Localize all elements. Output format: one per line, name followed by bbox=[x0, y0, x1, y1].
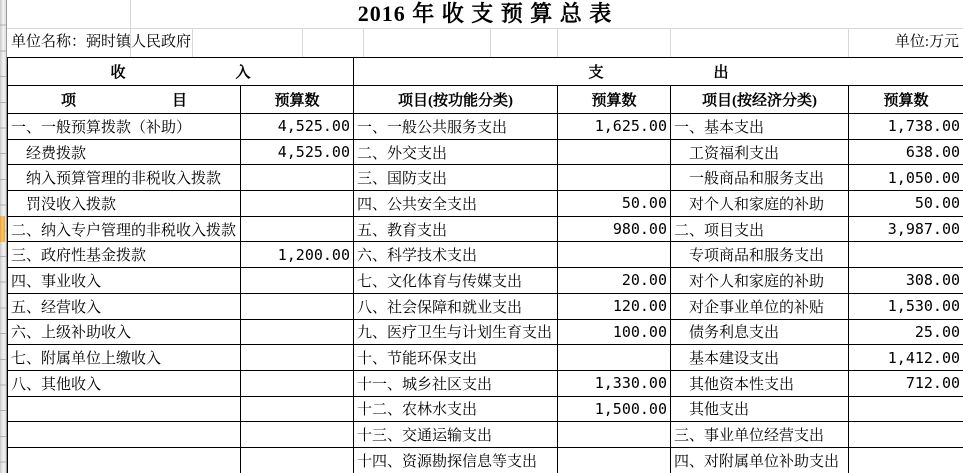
cell-income-budget[interactable] bbox=[241, 345, 354, 371]
cell-func-item[interactable]: 五、教育支出 bbox=[354, 216, 558, 242]
cell-econ-budget[interactable]: 1,738.00 bbox=[849, 114, 963, 140]
table-row bbox=[8, 242, 963, 268]
cell-econ-item[interactable]: 三、事业单位经营支出 bbox=[671, 422, 849, 448]
cell-econ-budget[interactable]: 1,530.00 bbox=[849, 293, 963, 319]
cell-func-item[interactable]: 十、节能环保支出 bbox=[354, 345, 558, 371]
cell-econ-item[interactable]: 一般商品和服务支出 bbox=[671, 165, 849, 191]
cell-income-item[interactable]: 二、纳入专户管理的非税收入拨款 bbox=[8, 216, 241, 242]
cell-income-budget[interactable]: 4,525.00 bbox=[241, 114, 354, 140]
table-row bbox=[8, 370, 963, 396]
cell-econ-budget[interactable] bbox=[849, 396, 963, 422]
table-row bbox=[8, 293, 963, 319]
cell-income-budget[interactable] bbox=[241, 319, 354, 345]
cell-econ-item[interactable]: 四、对附属单位补助支出 bbox=[671, 447, 849, 473]
cell-func-budget[interactable]: 120.00 bbox=[558, 293, 671, 319]
cell-func-item[interactable]: 七、文化体育与传媒支出 bbox=[354, 268, 558, 294]
table-row bbox=[8, 422, 963, 448]
item-header-char: 目 bbox=[172, 93, 188, 109]
col-header-func-item[interactable]: 项目(按功能分类) bbox=[354, 86, 558, 114]
item-header-char: 项 bbox=[60, 93, 76, 109]
cell-func-item[interactable]: 十二、农林水支出 bbox=[354, 396, 558, 422]
cell-econ-budget[interactable] bbox=[849, 447, 963, 473]
cell-income-item[interactable] bbox=[8, 447, 241, 473]
page-title[interactable]: 2016 年 收 支 预 算 总 表 bbox=[357, 1, 613, 26]
table-row bbox=[8, 396, 963, 422]
cell-econ-item[interactable]: 对企事业单位的补贴 bbox=[671, 293, 849, 319]
cell-income-item[interactable]: 一、一般预算拨款（补助） bbox=[8, 114, 241, 140]
col-header-econ-item[interactable]: 项目(按经济分类) bbox=[671, 86, 849, 114]
col-header-func-budget[interactable]: 预算数 bbox=[558, 86, 671, 114]
cell-func-budget[interactable]: 50.00 bbox=[558, 191, 671, 217]
cell-econ-item[interactable]: 一、基本支出 bbox=[671, 114, 849, 140]
cell-econ-item[interactable]: 其他支出 bbox=[671, 396, 849, 422]
cell-econ-item[interactable]: 基本建设支出 bbox=[671, 345, 849, 371]
cell-func-item[interactable]: 十四、资源勘探信息等支出 bbox=[354, 447, 558, 473]
cell-econ-item[interactable]: 对个人和家庭的补助 bbox=[671, 268, 849, 294]
cell-econ-item[interactable]: 其他资本性支出 bbox=[671, 370, 849, 396]
cell-income-item[interactable]: 纳入预算管理的非税收入拨款 bbox=[8, 165, 241, 191]
cell-income-item[interactable]: 经费拨款 bbox=[8, 139, 241, 165]
cell-income-item[interactable]: 三、政府性基金拨款 bbox=[8, 242, 241, 268]
cell-func-item[interactable]: 四、公共安全支出 bbox=[354, 191, 558, 217]
cell-income-budget[interactable]: 4,525.00 bbox=[241, 139, 354, 165]
cell-func-item[interactable]: 十一、城乡社区支出 bbox=[354, 370, 558, 396]
cell-func-budget[interactable] bbox=[558, 447, 671, 473]
cell-econ-item[interactable]: 专项商品和服务支出 bbox=[671, 242, 849, 268]
cell-func-item[interactable]: 八、社会保障和就业支出 bbox=[354, 293, 558, 319]
table-row bbox=[8, 268, 963, 294]
cell-econ-budget[interactable]: 3,987.00 bbox=[849, 216, 963, 242]
unit-info-row bbox=[7, 28, 963, 57]
cell-func-item[interactable]: 一、一般公共服务支出 bbox=[354, 114, 558, 140]
cell-income-budget[interactable] bbox=[241, 268, 354, 294]
cell-income-budget[interactable] bbox=[241, 370, 354, 396]
cell-econ-budget[interactable]: 25.00 bbox=[849, 319, 963, 345]
cell-econ-item[interactable]: 工资福利支出 bbox=[671, 139, 849, 165]
col-header-income-budget[interactable]: 预算数 bbox=[241, 86, 354, 114]
table-row bbox=[8, 345, 963, 371]
cell-func-budget[interactable] bbox=[558, 422, 671, 448]
cell-income-budget[interactable] bbox=[241, 447, 354, 473]
cell-income-budget[interactable] bbox=[241, 191, 354, 217]
income-section-header[interactable] bbox=[8, 58, 354, 86]
expenditure-section-header[interactable] bbox=[354, 58, 963, 86]
table-row bbox=[8, 191, 963, 217]
cell-econ-item[interactable]: 对个人和家庭的补助 bbox=[671, 191, 849, 217]
section-header-row bbox=[8, 58, 963, 86]
cell-econ-budget[interactable]: 50.00 bbox=[849, 191, 963, 217]
selected-row-marker bbox=[0, 216, 5, 242]
cell-income-item[interactable]: 四、事业收入 bbox=[8, 268, 241, 294]
cell-func-budget[interactable] bbox=[558, 165, 671, 191]
cell-econ-budget[interactable]: 1,050.00 bbox=[849, 165, 963, 191]
cell-econ-budget[interactable]: 638.00 bbox=[849, 139, 963, 165]
cell-func-item[interactable]: 九、医疗卫生与计划生育支出 bbox=[354, 319, 558, 345]
cell-income-item[interactable] bbox=[8, 396, 241, 422]
column-header-row bbox=[8, 86, 963, 114]
income-header-char: 入 bbox=[235, 65, 251, 81]
cell-econ-budget[interactable]: 712.00 bbox=[849, 370, 963, 396]
cell-income-budget[interactable] bbox=[241, 293, 354, 319]
cell-func-budget[interactable] bbox=[558, 345, 671, 371]
cell-func-budget[interactable] bbox=[558, 242, 671, 268]
cell-func-budget[interactable]: 980.00 bbox=[558, 216, 671, 242]
table-row bbox=[8, 447, 963, 473]
cell-func-budget[interactable]: 1,500.00 bbox=[558, 396, 671, 422]
cell-econ-budget[interactable]: 308.00 bbox=[849, 268, 963, 294]
cell-func-budget[interactable] bbox=[558, 139, 671, 165]
cell-func-item[interactable]: 三、国防支出 bbox=[354, 165, 558, 191]
cell-econ-budget[interactable] bbox=[849, 242, 963, 268]
col-header-econ-budget[interactable]: 预算数 bbox=[849, 86, 963, 114]
cell-income-item[interactable] bbox=[8, 422, 241, 448]
cell-income-item[interactable]: 六、上级补助收入 bbox=[8, 319, 241, 345]
cell-income-item[interactable]: 七、附属单位上缴收入 bbox=[8, 345, 241, 371]
cell-income-budget[interactable] bbox=[241, 165, 354, 191]
cell-func-budget[interactable]: 1,330.00 bbox=[558, 370, 671, 396]
cell-econ-item[interactable]: 二、项目支出 bbox=[671, 216, 849, 242]
cell-func-budget[interactable]: 1,625.00 bbox=[558, 114, 671, 140]
cell-econ-item[interactable]: 债务利息支出 bbox=[671, 319, 849, 345]
expenditure-header-char: 支 bbox=[588, 65, 604, 81]
table-row bbox=[8, 165, 963, 191]
col-header-income-item[interactable] bbox=[8, 86, 241, 114]
cell-income-budget[interactable] bbox=[241, 216, 354, 242]
cell-income-item[interactable]: 八、其他收入 bbox=[8, 370, 241, 396]
budget-table bbox=[7, 57, 963, 473]
cell-func-budget[interactable]: 100.00 bbox=[558, 319, 671, 345]
cell-func-item[interactable]: 六、科学技术支出 bbox=[354, 242, 558, 268]
cell-income-budget[interactable] bbox=[241, 396, 354, 422]
expenditure-header-char: 出 bbox=[713, 65, 729, 81]
cell-econ-budget[interactable] bbox=[849, 422, 963, 448]
cell-income-budget[interactable] bbox=[241, 422, 354, 448]
table-row bbox=[8, 319, 963, 345]
cell-func-item[interactable]: 十三、交通运输支出 bbox=[354, 422, 558, 448]
cell-income-budget[interactable]: 1,200.00 bbox=[241, 242, 354, 268]
income-header-char: 收 bbox=[110, 65, 126, 81]
cell-income-item[interactable]: 罚没收入拨款 bbox=[8, 191, 241, 217]
table-row bbox=[8, 216, 963, 242]
cell-func-item[interactable]: 二、外交支出 bbox=[354, 139, 558, 165]
cell-income-item[interactable]: 五、经营收入 bbox=[8, 293, 241, 319]
unit-name-cell[interactable]: 单位名称：弼时镇人民政府 bbox=[11, 34, 192, 50]
cell-func-budget[interactable]: 20.00 bbox=[558, 268, 671, 294]
table-row bbox=[8, 139, 963, 165]
cell-econ-budget[interactable]: 1,412.00 bbox=[849, 345, 963, 371]
table-row bbox=[8, 114, 963, 140]
unit-of-measure-cell[interactable]: 单位:万元 bbox=[894, 34, 959, 50]
